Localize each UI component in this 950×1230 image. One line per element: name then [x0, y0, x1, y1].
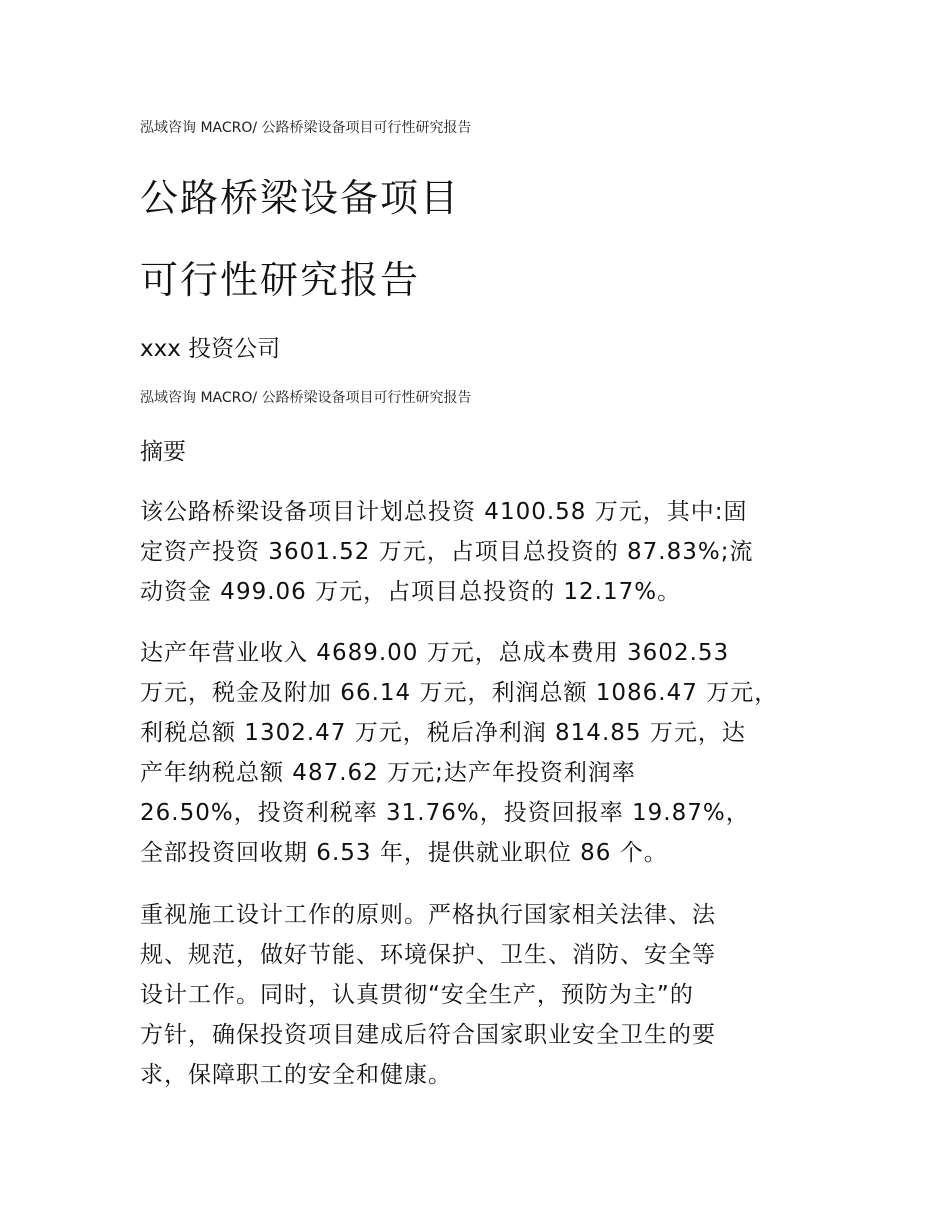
abstract-paragraph-principles — [140, 895, 830, 1095]
abstract-heading: 摘要 — [140, 439, 186, 465]
document-page — [140, 0, 840, 1230]
paragraph-line: 该公路桥梁设备项目计划总投资 4100.58 万元，其中:固 — [140, 499, 748, 525]
paragraph-line: 规、规范，做好节能、环境保护、卫生、消防、安全等 — [140, 942, 716, 968]
paragraph-line: 全部投资回收期 6.53 年，提供就业职位 86 个。 — [140, 840, 668, 866]
abstract-paragraph-financials — [140, 633, 830, 873]
paragraph-line: 动资金 499.06 万元，占项目总投资的 12.17%。 — [140, 579, 682, 605]
paragraph-line: 利税总额 1302.47 万元，税后净利润 814.85 万元，达 — [140, 720, 746, 746]
paragraph-line: 万元，税金及附加 66.14 万元，利润总额 1086.47 万元， — [140, 680, 779, 706]
paragraph-line: 求，保障职工的安全和健康。 — [140, 1062, 452, 1088]
paragraph-line: 产年纳税总额 487.62 万元;达产年投资利润率 — [140, 760, 636, 786]
company-name: xxx 投资公司 — [140, 336, 281, 362]
document-title-line-2: 可行性研究报告 — [140, 258, 421, 302]
abstract-paragraph-investment — [140, 492, 830, 612]
running-header: 泓域咨询 MACRO/ 公路桥梁设备项目可行性研究报告 — [140, 120, 472, 136]
paragraph-line: 达产年营业收入 4689.00 万元，总成本费用 3602.53 — [140, 640, 730, 666]
paragraph-line: 定资产投资 3601.52 万元，占项目总投资的 87.83%;流 — [140, 539, 754, 565]
paragraph-line: 26.50%，投资利税率 31.76%，投资回报率 19.87%， — [140, 800, 750, 826]
paragraph-line: 重视施工设计工作的原则。严格执行国家相关法律、法 — [140, 902, 716, 928]
paragraph-line: 设计工作。同时，认真贯彻“安全生产，预防为主”的 — [140, 982, 694, 1008]
document-title-line-1: 公路桥梁设备项目 — [140, 176, 461, 220]
running-header-repeat: 泓域咨询 MACRO/ 公路桥梁设备项目可行性研究报告 — [140, 390, 472, 406]
paragraph-line: 方针，确保投资项目建成后符合国家职业安全卫生的要 — [140, 1022, 716, 1048]
